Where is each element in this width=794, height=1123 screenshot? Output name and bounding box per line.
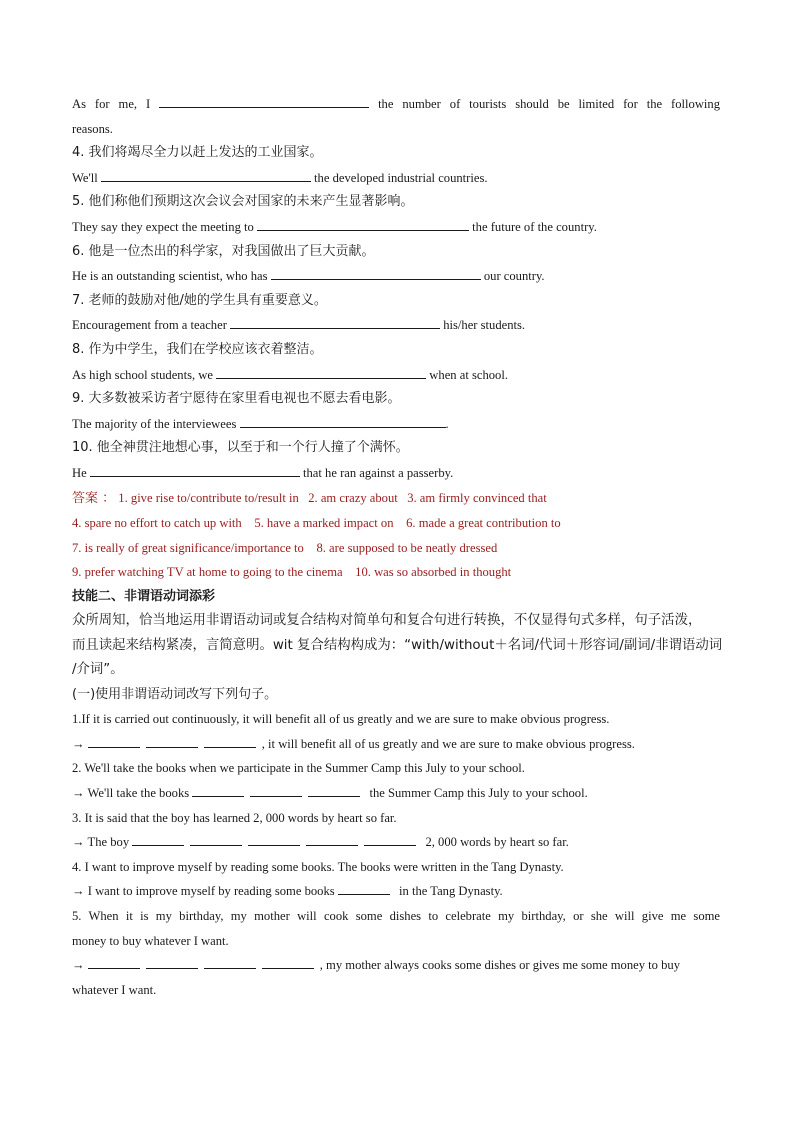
answer-blank[interactable] [271, 265, 481, 280]
rewrite-5-answer-cont: whatever I want. [72, 982, 157, 997]
rewrite-1-answer [72, 732, 720, 757]
arrow-icon: → [72, 958, 85, 973]
answer-item: 9. prefer watching TV at home to going to the cinema [72, 565, 343, 580]
answer-item: 5. have a marked impact on [254, 516, 394, 531]
exercise-4-prompt: 4. 我们将竭尽全力以赶上发达的工业国家。 [72, 145, 323, 161]
rewrite-5-original-cont: money to buy whatever I want. [72, 933, 229, 948]
answer-key-line-2 [72, 511, 720, 536]
exercise-3-line [72, 92, 720, 117]
text: They say they expect the meeting to [72, 219, 254, 234]
exercise-5-line [72, 215, 720, 240]
answer-key-line-3 [72, 536, 720, 561]
text: . [445, 416, 449, 431]
text: As for me, I [72, 97, 151, 111]
text: The majority of the interviewees [72, 416, 237, 431]
exercise-8-prompt: 8. 作为中学生，我们在学校应该衣着整洁。 [72, 341, 323, 357]
answer-blank[interactable] [306, 831, 358, 846]
exercise-6-prompt: 6. 他是一位杰出的科学家，对我国做出了巨大贡献。 [72, 243, 375, 259]
text: our country. [483, 269, 545, 284]
rewrite-3-answer [72, 830, 720, 855]
answer-blank[interactable] [248, 831, 300, 846]
answer-blank[interactable] [262, 954, 314, 969]
text: the developed industrial countries. [314, 170, 488, 185]
exercise-10-line [72, 461, 720, 486]
text: → We'll take the books [72, 786, 190, 801]
answer-blank[interactable] [338, 880, 390, 895]
answer-key-line-4 [72, 560, 720, 585]
rewrite-2-original: 2. We'll take the books when we participate in the Summer Camp this July to your school. [72, 761, 525, 776]
exercise-10-prompt: 10. 他全神贯注地想心事，以至于和一个行人撞了个满怀。 [72, 440, 409, 456]
answer-item: 6. made a great contribution to [406, 516, 561, 531]
answer-item: 3. am firmly convinced that [407, 490, 547, 505]
text: when at school. [429, 367, 508, 382]
arrow-icon: → [72, 736, 85, 751]
text: 2, 000 words by heart so far. [425, 835, 569, 850]
answer-label: 答案 ： [72, 490, 116, 506]
answer-key-line-1 [72, 486, 720, 512]
text: Encouragement from a teacher [72, 318, 227, 333]
answer-blank[interactable] [204, 954, 256, 969]
answer-blank[interactable] [250, 782, 302, 797]
answer-blank[interactable] [230, 314, 440, 329]
answer-blank[interactable] [257, 216, 469, 231]
intro-paragraph-line: 众所周知，恰当地运用非谓语动词或复合结构对简单句和复合句进行转换，不仅显得句式多样，句子活泼， [72, 613, 702, 629]
intro-paragraph-line: /介词”。 [72, 662, 124, 678]
answer-item: 10. was so absorbed in thought [355, 565, 512, 580]
exercise-3-line-cont: reasons. [72, 121, 113, 136]
answer-blank[interactable] [240, 413, 446, 428]
answer-item: 1. give rise to/contribute to/result in [118, 490, 299, 505]
text: We'll [72, 170, 98, 185]
exercise-8-line [72, 363, 720, 388]
text: → I want to improve myself by reading some books [72, 884, 335, 899]
answer-blank[interactable] [190, 831, 242, 846]
text: in the Tang Dynasty. [399, 884, 503, 899]
exercise-7-line [72, 313, 720, 338]
text: , my mother always cooks some dishes or gives me some money to buy [319, 958, 681, 973]
exercise-9-line [72, 412, 720, 437]
answer-blank[interactable] [308, 782, 360, 797]
answer-item: 2. am crazy about [308, 490, 398, 505]
text: As high school students, we [72, 367, 213, 382]
text: his/her students. [443, 318, 526, 333]
rewrite-3-original: 3. It is said that the boy has learned 2, 000 words by heart so far. [72, 810, 397, 825]
exercise-7-prompt: 7. 老师的鼓励对他/她的学生具有重要意义。 [72, 292, 327, 308]
rewrite-5-answer [72, 953, 720, 978]
text: the number of tourists should be limited for the following [378, 97, 721, 111]
subsection-title: (一)使用非谓语动词改写下列句子。 [72, 686, 278, 702]
exercise-6-line [72, 264, 720, 289]
answer-blank[interactable] [216, 364, 426, 379]
answer-blank[interactable] [192, 782, 244, 797]
rewrite-1-original: 1.If it is carried out continuously, it will benefit all of us greatly and we are sure to make obvious progress. [72, 712, 610, 727]
text: , it will benefit all of us greatly and we are sure to make obvious progress. [261, 736, 635, 751]
answer-item: 7. is really of great significance/importance to [72, 540, 304, 555]
answer-blank[interactable] [132, 831, 184, 846]
answer-blank[interactable] [364, 831, 416, 846]
rewrite-4-answer [72, 879, 720, 904]
text: the Summer Camp this July to your school. [369, 786, 588, 801]
answer-item: 8. are supposed to be neatly dressed [316, 540, 498, 555]
section-heading: 技能二、非谓语动词添彩 [72, 588, 216, 604]
answer-item: 4. spare no effort to catch up with [72, 516, 242, 531]
text: He [72, 465, 87, 480]
text: that he ran against a passerby. [303, 465, 454, 480]
answer-blank[interactable] [146, 954, 198, 969]
answer-blank[interactable] [204, 733, 256, 748]
answer-blank[interactable] [101, 167, 311, 182]
rewrite-4-original: 4. I want to improve myself by reading some books. The books were written in the Tang Dynasty. [72, 859, 564, 874]
intro-paragraph-line: 而且读起来结构紧凑，言简意明。wit 复合结构构成为：“with/without＋名词/代词＋形容词/副词/非谓语动词 [72, 637, 723, 653]
text: the future of the country. [472, 219, 597, 234]
answer-blank[interactable] [88, 733, 140, 748]
rewrite-5-original: 5. When it is my birthday, my mother will cook some dishes to celebrate my birthday, or she will give me some [72, 909, 720, 924]
exercise-5-prompt: 5. 他们称他们预期这次会议会对国家的未来产生显著影响。 [72, 194, 414, 210]
exercise-9-prompt: 9. 大多数被采访者宁愿待在家里看电视也不愿去看电影。 [72, 391, 401, 407]
exercise-4-line [72, 166, 720, 191]
answer-blank[interactable] [146, 733, 198, 748]
answer-blank[interactable] [159, 93, 369, 108]
rewrite-2-answer [72, 781, 720, 806]
worksheet-content [72, 92, 723, 1002]
answer-blank[interactable] [90, 462, 300, 477]
text: He is an outstanding scientist, who has [72, 269, 268, 284]
answer-blank[interactable] [88, 954, 140, 969]
text: → The boy [72, 835, 130, 850]
